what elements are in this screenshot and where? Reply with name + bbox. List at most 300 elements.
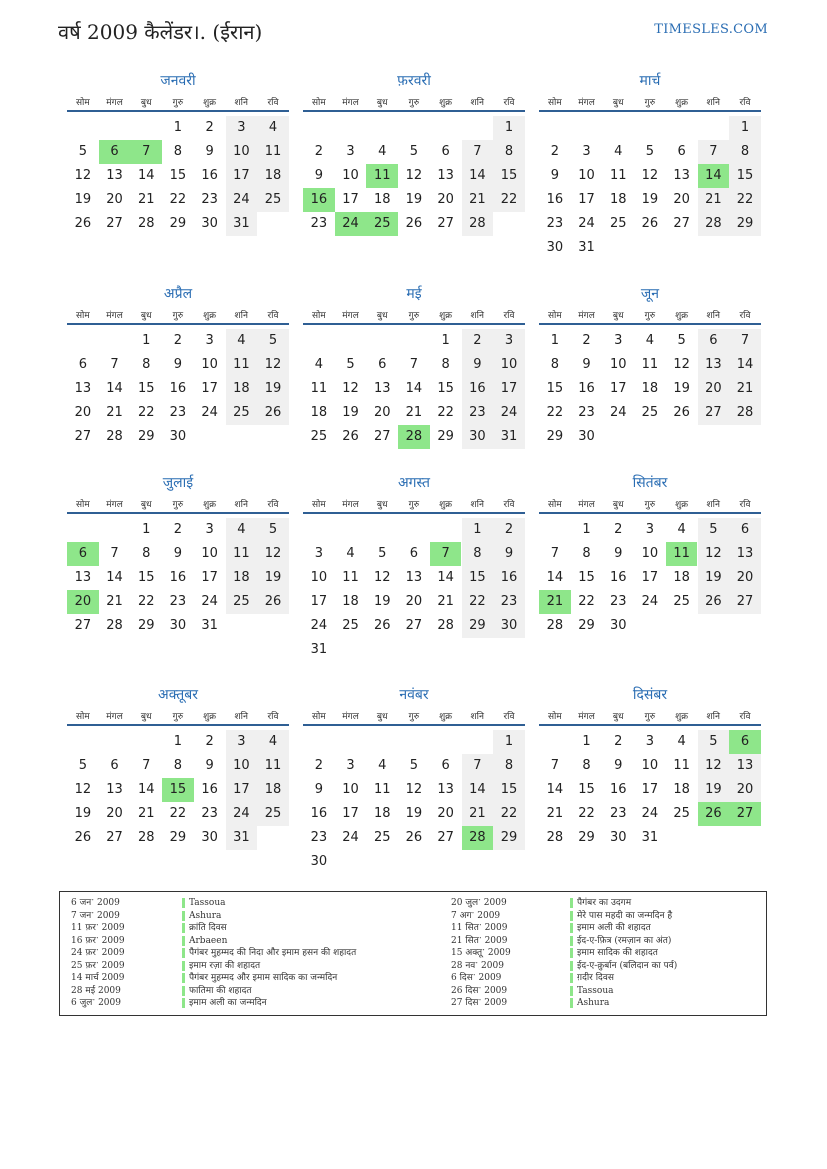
day-cell[interactable]: 25 [257, 802, 289, 826]
day-cell[interactable]: 21 [546, 806, 564, 821]
day-cell[interactable]: 1 [173, 734, 183, 749]
day-cell[interactable]: 14 [137, 782, 155, 797]
day-cell[interactable]: 25 [641, 405, 659, 420]
day-cell[interactable]: 5 [698, 730, 730, 754]
holiday-day-cell[interactable]: 27 [729, 802, 761, 826]
holiday-day-cell[interactable]: 26 [698, 802, 730, 826]
day-cell[interactable]: 26 [405, 216, 423, 231]
day-cell[interactable]: 18 [609, 192, 627, 207]
day-cell[interactable]: 12 [257, 542, 289, 566]
holiday-day-cell[interactable]: 14 [698, 164, 730, 188]
day-cell[interactable]: 10 [226, 754, 258, 778]
day-cell[interactable]: 30 [169, 618, 187, 633]
day-cell[interactable]: 25 [257, 188, 289, 212]
day-cell[interactable]: 9 [205, 758, 214, 773]
holiday-day-cell[interactable]: 24 [335, 212, 367, 236]
day-cell[interactable]: 27 [437, 830, 454, 845]
holiday-day-cell[interactable]: 21 [539, 590, 571, 614]
day-cell[interactable]: 5 [698, 518, 730, 542]
day-cell[interactable]: 3 [645, 522, 655, 537]
day-cell[interactable]: 31 [226, 826, 258, 850]
day-cell[interactable]: 5 [257, 329, 289, 353]
day-cell[interactable]: 7 [110, 357, 119, 372]
day-cell[interactable]: 18 [641, 381, 659, 396]
day-cell[interactable]: 24 [641, 594, 659, 609]
day-cell[interactable]: 4 [677, 522, 686, 537]
day-cell[interactable]: 18 [257, 778, 289, 802]
day-cell[interactable]: 4 [226, 329, 258, 353]
day-cell[interactable]: 26 [673, 405, 690, 420]
day-cell[interactable]: 10 [342, 168, 359, 183]
day-cell[interactable]: 25 [342, 618, 359, 633]
day-cell[interactable]: 14 [106, 381, 123, 396]
day-cell[interactable]: 13 [106, 782, 123, 797]
day-cell[interactable]: 2 [205, 120, 214, 135]
day-cell[interactable]: 13 [437, 168, 454, 183]
day-cell[interactable]: 16 [493, 566, 525, 590]
day-cell[interactable]: 4 [226, 518, 258, 542]
day-cell[interactable]: 17 [609, 381, 627, 396]
day-cell[interactable]: 3 [314, 546, 323, 561]
day-cell[interactable]: 17 [201, 570, 218, 585]
day-cell[interactable]: 21 [137, 192, 155, 207]
day-cell[interactable]: 8 [493, 140, 525, 164]
day-cell[interactable]: 14 [137, 168, 155, 183]
day-cell[interactable]: 26 [257, 401, 289, 425]
day-cell[interactable]: 23 [169, 405, 187, 420]
day-cell[interactable]: 9 [173, 357, 183, 372]
day-cell[interactable]: 22 [578, 806, 595, 821]
day-cell[interactable]: 4 [257, 730, 289, 754]
holiday-day-cell[interactable]: 6 [729, 730, 761, 754]
day-cell[interactable]: 19 [673, 381, 690, 396]
day-cell[interactable]: 29 [437, 429, 454, 444]
day-cell[interactable]: 26 [74, 830, 92, 845]
holiday-day-cell[interactable]: 20 [67, 590, 99, 614]
day-cell[interactable]: 23 [169, 594, 187, 609]
day-cell[interactable]: 18 [673, 570, 690, 585]
day-cell[interactable]: 29 [169, 216, 187, 231]
day-cell[interactable]: 9 [550, 168, 559, 183]
day-cell[interactable]: 31 [493, 425, 525, 449]
day-cell[interactable]: 31 [226, 212, 258, 236]
day-cell[interactable]: 19 [405, 806, 423, 821]
day-cell[interactable]: 10 [609, 357, 627, 372]
day-cell[interactable]: 16 [310, 806, 328, 821]
day-cell[interactable]: 28 [698, 212, 730, 236]
day-cell[interactable]: 30 [462, 425, 494, 449]
day-cell[interactable]: 3 [205, 522, 214, 537]
day-cell[interactable]: 7 [409, 357, 419, 372]
day-cell[interactable]: 2 [314, 758, 323, 773]
day-cell[interactable]: 7 [550, 546, 559, 561]
day-cell[interactable]: 27 [106, 216, 123, 231]
day-cell[interactable]: 15 [729, 164, 761, 188]
day-cell[interactable]: 12 [405, 782, 423, 797]
day-cell[interactable]: 22 [493, 188, 525, 212]
day-cell[interactable]: 23 [493, 590, 525, 614]
day-cell[interactable]: 19 [698, 778, 730, 802]
day-cell[interactable]: 24 [609, 405, 627, 420]
day-cell[interactable]: 13 [74, 381, 92, 396]
day-cell[interactable]: 23 [609, 594, 627, 609]
day-cell[interactable]: 16 [462, 377, 494, 401]
day-cell[interactable]: 11 [226, 353, 258, 377]
day-cell[interactable]: 15 [437, 381, 454, 396]
day-cell[interactable]: 19 [641, 192, 659, 207]
day-cell[interactable]: 12 [405, 168, 423, 183]
day-cell[interactable]: 29 [462, 614, 494, 638]
day-cell[interactable]: 7 [462, 754, 494, 778]
day-cell[interactable]: 11 [226, 542, 258, 566]
day-cell[interactable]: 28 [137, 830, 155, 845]
day-cell[interactable]: 17 [578, 192, 595, 207]
day-cell[interactable]: 9 [205, 144, 214, 159]
day-cell[interactable]: 9 [493, 542, 525, 566]
day-cell[interactable]: 17 [342, 806, 359, 821]
day-cell[interactable]: 22 [169, 192, 187, 207]
day-cell[interactable]: 15 [137, 381, 155, 396]
day-cell[interactable]: 7 [550, 758, 559, 773]
day-cell[interactable]: 3 [205, 333, 214, 348]
day-cell[interactable]: 11 [342, 570, 359, 585]
day-cell[interactable]: 30 [201, 216, 218, 231]
day-cell[interactable]: 7 [110, 546, 119, 561]
day-cell[interactable]: 3 [226, 730, 258, 754]
day-cell[interactable]: 7 [462, 140, 494, 164]
day-cell[interactable]: 26 [373, 618, 391, 633]
holiday-day-cell[interactable]: 7 [130, 140, 162, 164]
day-cell[interactable]: 14 [462, 778, 494, 802]
day-cell[interactable]: 27 [698, 401, 730, 425]
day-cell[interactable]: 3 [226, 116, 258, 140]
day-cell[interactable]: 10 [226, 140, 258, 164]
day-cell[interactable]: 18 [310, 405, 328, 420]
day-cell[interactable]: 30 [169, 429, 187, 444]
day-cell[interactable]: 29 [546, 429, 564, 444]
day-cell[interactable]: 10 [310, 570, 328, 585]
day-cell[interactable]: 4 [614, 144, 623, 159]
day-cell[interactable]: 22 [137, 405, 155, 420]
day-cell[interactable]: 14 [729, 353, 761, 377]
day-cell[interactable]: 27 [106, 830, 123, 845]
holiday-day-cell[interactable]: 6 [99, 140, 131, 164]
day-cell[interactable]: 1 [441, 333, 450, 348]
day-cell[interactable]: 15 [493, 164, 525, 188]
day-cell[interactable]: 28 [546, 830, 564, 845]
day-cell[interactable]: 15 [462, 566, 494, 590]
day-cell[interactable]: 25 [310, 429, 328, 444]
day-cell[interactable]: 26 [342, 429, 359, 444]
day-cell[interactable]: 8 [441, 357, 450, 372]
day-cell[interactable]: 8 [462, 542, 494, 566]
day-cell[interactable]: 30 [493, 614, 525, 638]
day-cell[interactable]: 28 [462, 212, 494, 236]
day-cell[interactable]: 2 [614, 734, 623, 749]
day-cell[interactable]: 16 [201, 782, 218, 797]
day-cell[interactable]: 24 [342, 830, 359, 845]
day-cell[interactable]: 22 [462, 590, 494, 614]
day-cell[interactable]: 16 [609, 782, 627, 797]
day-cell[interactable]: 8 [729, 140, 761, 164]
day-cell[interactable]: 5 [409, 144, 419, 159]
day-cell[interactable]: 22 [437, 405, 454, 420]
day-cell[interactable]: 4 [257, 116, 289, 140]
day-cell[interactable]: 17 [493, 377, 525, 401]
day-cell[interactable]: 8 [173, 144, 183, 159]
day-cell[interactable]: 21 [437, 594, 454, 609]
day-cell[interactable]: 27 [729, 590, 761, 614]
day-cell[interactable]: 31 [578, 240, 595, 255]
day-cell[interactable]: 10 [493, 353, 525, 377]
day-cell[interactable]: 19 [257, 377, 289, 401]
day-cell[interactable]: 13 [106, 168, 123, 183]
day-cell[interactable]: 19 [74, 806, 92, 821]
day-cell[interactable]: 27 [74, 618, 92, 633]
holiday-day-cell[interactable]: 28 [398, 425, 430, 449]
day-cell[interactable]: 8 [550, 357, 559, 372]
day-cell[interactable]: 18 [673, 782, 690, 797]
site-link[interactable]: TIMESLES.COM [654, 22, 768, 37]
day-cell[interactable]: 5 [257, 518, 289, 542]
day-cell[interactable]: 1 [493, 116, 525, 140]
day-cell[interactable]: 4 [645, 333, 655, 348]
day-cell[interactable]: 17 [226, 778, 258, 802]
day-cell[interactable]: 10 [578, 168, 595, 183]
day-cell[interactable]: 30 [310, 854, 328, 869]
day-cell[interactable]: 6 [110, 758, 119, 773]
day-cell[interactable]: 12 [373, 570, 391, 585]
day-cell[interactable]: 7 [698, 140, 730, 164]
day-cell[interactable]: 12 [698, 754, 730, 778]
day-cell[interactable]: 17 [310, 594, 328, 609]
day-cell[interactable]: 1 [550, 333, 559, 348]
day-cell[interactable]: 27 [437, 216, 454, 231]
day-cell[interactable]: 15 [493, 778, 525, 802]
day-cell[interactable]: 8 [142, 357, 151, 372]
day-cell[interactable]: 12 [698, 542, 730, 566]
day-cell[interactable]: 5 [78, 758, 87, 773]
day-cell[interactable]: 12 [74, 168, 92, 183]
day-cell[interactable]: 14 [437, 570, 454, 585]
day-cell[interactable]: 20 [106, 806, 123, 821]
day-cell[interactable]: 6 [441, 758, 450, 773]
day-cell[interactable]: 19 [74, 192, 92, 207]
day-cell[interactable]: 5 [645, 144, 655, 159]
day-cell[interactable]: 16 [201, 168, 218, 183]
day-cell[interactable]: 29 [169, 830, 187, 845]
day-cell[interactable]: 14 [405, 381, 423, 396]
day-cell[interactable]: 13 [673, 168, 690, 183]
day-cell[interactable]: 1 [729, 116, 761, 140]
day-cell[interactable]: 10 [342, 782, 359, 797]
day-cell[interactable]: 28 [106, 618, 123, 633]
day-cell[interactable]: 10 [201, 546, 218, 561]
day-cell[interactable]: 28 [106, 429, 123, 444]
day-cell[interactable]: 13 [437, 782, 454, 797]
day-cell[interactable]: 29 [578, 618, 595, 633]
day-cell[interactable]: 1 [582, 734, 591, 749]
day-cell[interactable]: 17 [342, 192, 359, 207]
day-cell[interactable]: 30 [201, 830, 218, 845]
day-cell[interactable]: 2 [550, 144, 559, 159]
day-cell[interactable]: 5 [378, 546, 387, 561]
day-cell[interactable]: 21 [462, 802, 494, 826]
day-cell[interactable]: 29 [729, 212, 761, 236]
day-cell[interactable]: 20 [673, 192, 690, 207]
day-cell[interactable]: 6 [378, 357, 387, 372]
day-cell[interactable]: 3 [346, 758, 355, 773]
day-cell[interactable]: 25 [673, 806, 690, 821]
day-cell[interactable]: 25 [226, 401, 258, 425]
day-cell[interactable]: 23 [578, 405, 595, 420]
day-cell[interactable]: 20 [373, 405, 391, 420]
holiday-day-cell[interactable]: 6 [67, 542, 99, 566]
day-cell[interactable]: 2 [205, 734, 214, 749]
holiday-day-cell[interactable]: 11 [666, 542, 698, 566]
holiday-day-cell[interactable]: 15 [162, 778, 194, 802]
day-cell[interactable]: 18 [257, 164, 289, 188]
day-cell[interactable]: 27 [373, 429, 391, 444]
day-cell[interactable]: 26 [698, 590, 730, 614]
day-cell[interactable]: 3 [346, 144, 355, 159]
day-cell[interactable]: 31 [310, 642, 328, 657]
day-cell[interactable]: 29 [137, 429, 155, 444]
day-cell[interactable]: 25 [673, 594, 690, 609]
day-cell[interactable]: 1 [173, 120, 183, 135]
day-cell[interactable]: 12 [673, 357, 690, 372]
day-cell[interactable]: 20 [106, 192, 123, 207]
day-cell[interactable]: 1 [582, 522, 591, 537]
day-cell[interactable]: 26 [405, 830, 423, 845]
day-cell[interactable]: 8 [582, 758, 591, 773]
day-cell[interactable]: 18 [226, 377, 258, 401]
day-cell[interactable]: 7 [142, 758, 151, 773]
day-cell[interactable]: 14 [106, 570, 123, 585]
day-cell[interactable]: 16 [609, 570, 627, 585]
day-cell[interactable]: 9 [314, 782, 323, 797]
day-cell[interactable]: 21 [106, 594, 123, 609]
day-cell[interactable]: 12 [641, 168, 659, 183]
day-cell[interactable]: 18 [373, 806, 391, 821]
day-cell[interactable]: 9 [462, 353, 494, 377]
day-cell[interactable]: 10 [641, 758, 659, 773]
day-cell[interactable]: 4 [378, 758, 387, 773]
day-cell[interactable]: 29 [578, 830, 595, 845]
day-cell[interactable]: 13 [373, 381, 391, 396]
day-cell[interactable]: 21 [729, 377, 761, 401]
day-cell[interactable]: 6 [441, 144, 450, 159]
day-cell[interactable]: 14 [546, 782, 564, 797]
day-cell[interactable]: 18 [226, 566, 258, 590]
day-cell[interactable]: 10 [641, 546, 659, 561]
day-cell[interactable]: 2 [462, 329, 494, 353]
day-cell[interactable]: 11 [641, 357, 659, 372]
day-cell[interactable]: 11 [310, 381, 328, 396]
day-cell[interactable]: 30 [546, 240, 564, 255]
day-cell[interactable]: 17 [641, 570, 659, 585]
holiday-day-cell[interactable]: 11 [366, 164, 398, 188]
day-cell[interactable]: 20 [437, 806, 454, 821]
day-cell[interactable]: 6 [677, 144, 686, 159]
day-cell[interactable]: 24 [201, 594, 218, 609]
day-cell[interactable]: 9 [582, 357, 591, 372]
day-cell[interactable]: 25 [609, 216, 627, 231]
day-cell[interactable]: 28 [437, 618, 454, 633]
day-cell[interactable]: 24 [201, 405, 218, 420]
day-cell[interactable]: 20 [698, 377, 730, 401]
day-cell[interactable]: 18 [342, 594, 359, 609]
holiday-day-cell[interactable]: 7 [430, 542, 462, 566]
day-cell[interactable]: 19 [342, 405, 359, 420]
day-cell[interactable]: 19 [373, 594, 391, 609]
day-cell[interactable]: 4 [346, 546, 355, 561]
day-cell[interactable]: 24 [310, 618, 328, 633]
day-cell[interactable]: 1 [493, 730, 525, 754]
day-cell[interactable]: 24 [226, 188, 258, 212]
day-cell[interactable]: 22 [729, 188, 761, 212]
day-cell[interactable]: 14 [546, 570, 564, 585]
day-cell[interactable]: 17 [641, 782, 659, 797]
day-cell[interactable]: 26 [641, 216, 659, 231]
day-cell[interactable]: 22 [493, 802, 525, 826]
day-cell[interactable]: 12 [342, 381, 359, 396]
day-cell[interactable]: 26 [257, 590, 289, 614]
day-cell[interactable]: 14 [462, 164, 494, 188]
day-cell[interactable]: 2 [314, 144, 323, 159]
day-cell[interactable]: 22 [169, 806, 187, 821]
day-cell[interactable]: 23 [310, 830, 328, 845]
day-cell[interactable]: 10 [201, 357, 218, 372]
holiday-day-cell[interactable]: 28 [462, 826, 494, 850]
day-cell[interactable]: 8 [142, 546, 151, 561]
day-cell[interactable]: 15 [169, 168, 187, 183]
day-cell[interactable]: 15 [137, 570, 155, 585]
day-cell[interactable]: 16 [169, 381, 187, 396]
day-cell[interactable]: 2 [173, 522, 183, 537]
day-cell[interactable]: 31 [641, 830, 659, 845]
day-cell[interactable]: 2 [614, 522, 623, 537]
day-cell[interactable]: 19 [698, 566, 730, 590]
day-cell[interactable]: 16 [578, 381, 595, 396]
day-cell[interactable]: 3 [645, 734, 655, 749]
day-cell[interactable]: 3 [493, 329, 525, 353]
day-cell[interactable]: 1 [142, 333, 151, 348]
day-cell[interactable]: 22 [578, 594, 595, 609]
day-cell[interactable]: 24 [641, 806, 659, 821]
day-cell[interactable]: 20 [729, 566, 761, 590]
day-cell[interactable]: 20 [74, 405, 92, 420]
day-cell[interactable]: 20 [729, 778, 761, 802]
day-cell[interactable]: 13 [729, 754, 761, 778]
day-cell[interactable]: 28 [546, 618, 564, 633]
day-cell[interactable]: 9 [173, 546, 183, 561]
day-cell[interactable]: 19 [405, 192, 423, 207]
day-cell[interactable]: 24 [493, 401, 525, 425]
day-cell[interactable]: 11 [257, 754, 289, 778]
day-cell[interactable]: 13 [729, 542, 761, 566]
day-cell[interactable]: 4 [677, 734, 686, 749]
day-cell[interactable]: 16 [546, 192, 564, 207]
day-cell[interactable]: 6 [409, 546, 419, 561]
day-cell[interactable]: 5 [78, 144, 87, 159]
day-cell[interactable]: 6 [698, 329, 730, 353]
day-cell[interactable]: 20 [437, 192, 454, 207]
holiday-day-cell[interactable]: 16 [303, 188, 335, 212]
day-cell[interactable]: 15 [546, 381, 564, 396]
day-cell[interactable]: 19 [257, 566, 289, 590]
day-cell[interactable]: 5 [409, 758, 419, 773]
